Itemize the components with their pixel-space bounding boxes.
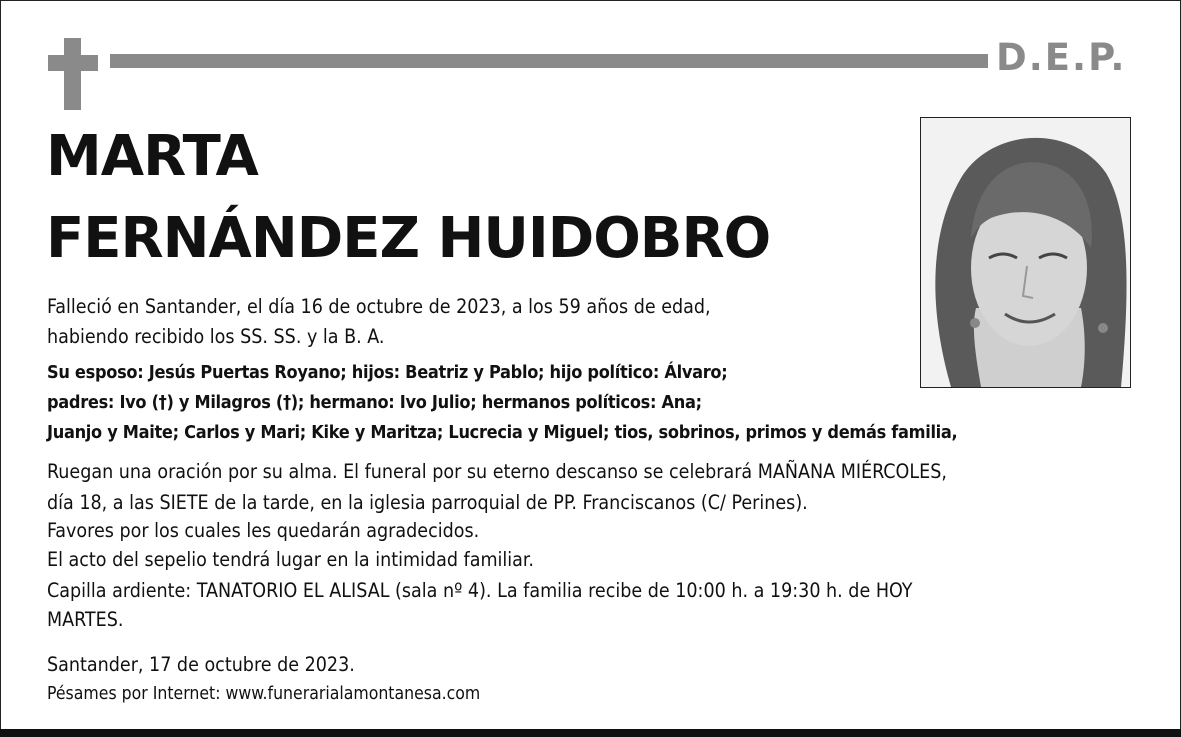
deceased-first-name: MARTA	[46, 124, 258, 189]
place-date: Santander, 17 de octubre de 2023.	[47, 653, 355, 676]
family-line-2: padres: Ivo (†) y Milagros (†); hermano: Ivo Julio; hermanos políticos: Ana;	[47, 392, 702, 413]
funeral-line-3: Favores por los cuales les quedarán agradecidos.	[47, 519, 480, 542]
funeral-line-1: Ruegan una oración por su alma. El funeral por su eterno descanso se celebrará MAÑANA MIÉRCOLES,	[47, 460, 947, 483]
funeral-line-6: MARTES.	[47, 608, 124, 631]
bottom-bar	[0, 729, 1181, 737]
family-line-3: Juanjo y Maite; Carlos y Mari; Kike y Maritza; Lucrecia y Miguel; tios, sobrinos, primos y demás familia,	[47, 422, 958, 443]
portrait-photo	[920, 117, 1131, 388]
funeral-line-4: El acto del sepelio tendrá lugar en la intimidad familiar.	[47, 548, 534, 571]
dep-label: D.E.P.	[996, 36, 1127, 79]
header-rule	[110, 54, 988, 68]
funeral-line-2: día 18, a las SIETE de la tarde, en la iglesia parroquial de PP. Franciscanos (C/ Perines).	[47, 491, 808, 514]
funeral-line-5: Capilla ardiente: TANATORIO EL ALISAL (sala nº 4). La familia recibe de 10:00 h. a 19:30 h. de HOY	[47, 579, 913, 602]
death-info-line-1: Falleció en Santander, el día 16 de octubre de 2023, a los 59 años de edad,	[47, 295, 711, 318]
deceased-surnames: FERNÁNDEZ HUIDOBRO	[46, 206, 771, 271]
death-info-line-2: habiendo recibido los SS. SS. y la B. A.	[47, 325, 385, 348]
family-line-1: Su esposo: Jesús Puertas Royano; hijos: Beatriz y Pablo; hijo político: Álvaro;	[47, 362, 728, 383]
condolences-url: Pésames por Internet: www.funerarialamontanesa.com	[47, 684, 481, 704]
